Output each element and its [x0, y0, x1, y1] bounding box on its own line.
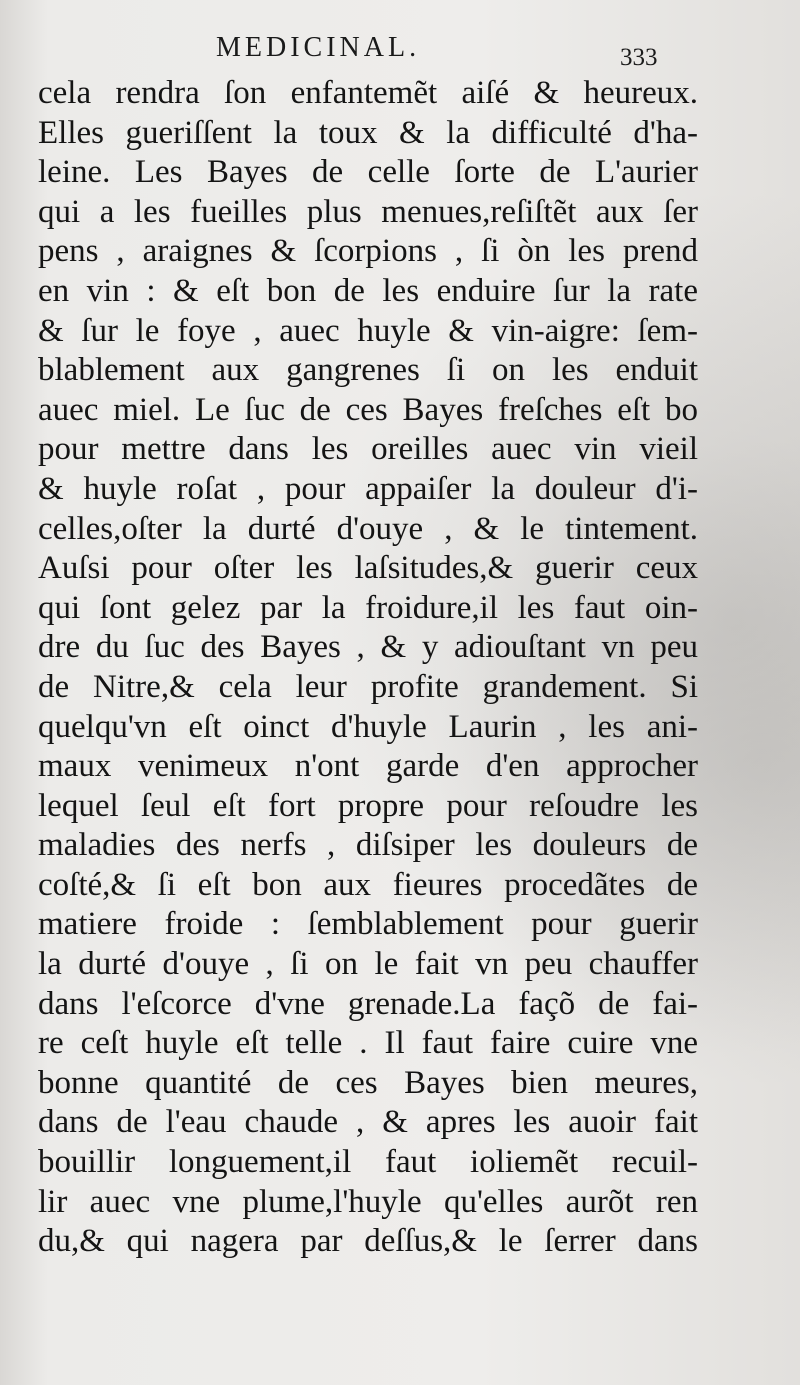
running-head: MEDICINAL.	[216, 32, 421, 63]
page-header	[0, 30, 800, 70]
text-line: quelqu'vn eſt oinct d'huyle Laurin , les ani-	[38, 708, 698, 745]
text-line: pens , araignes & ſcorpions , ſi òn les prend	[38, 233, 698, 270]
text-line: bouillir longuement,il faut ioliemẽt recuil-	[38, 1144, 698, 1181]
text-line: Auſsi pour oſter les laſsitudes,& guerir ceux	[38, 550, 698, 587]
text-line: qui ſont gelez par la froidure,il les faut oin-	[38, 589, 698, 626]
text-line: & huyle roſat , pour appaiſer la douleur d'i-	[38, 470, 698, 507]
text-line: dans l'eſcorce d'vne grenade.La façõ de fai-	[38, 985, 698, 1022]
text-line: re ceſt huyle eſt telle . Il faut faire cuire vne	[38, 1025, 698, 1062]
text-line: pour mettre dans les oreilles auec vin vieil	[38, 431, 698, 468]
text-line: du,& qui nagera par deſſus,& le ſerrer dans	[38, 1223, 698, 1260]
text-line: lir auec vne plume,l'huyle qu'elles aurõt ren	[38, 1183, 698, 1220]
text-line: la durté d'ouye , ſi on le fait vn peu chauffer	[38, 946, 698, 983]
text-line: de Nitre,& cela leur profite grandement. Si	[38, 668, 698, 705]
text-line: lequel ſeul eſt fort propre pour reſoudre les	[38, 787, 698, 824]
text-line: cela rendra ſon enfantemẽt aiſé & heureux.	[38, 75, 698, 111]
text-line: coſté,& ſi eſt bon aux fieures procedãtes de	[38, 866, 698, 903]
text-line: maladies des nerfs , diſsiper les douleurs de	[38, 827, 698, 864]
text-line: en vin : & eſt bon de les enduire ſur la rate	[38, 272, 698, 309]
page-number: 333	[620, 44, 658, 71]
text-line: qui a les fueilles plus menues,reſiſtẽt aux ſer	[38, 193, 698, 230]
text-line: auec miel. Le ſuc de ces Bayes freſches eſt bo	[38, 391, 698, 428]
text-line: celles,oſter la durté d'ouye , & le tintement.	[38, 510, 698, 547]
body-text	[38, 74, 698, 1262]
text-line: maux venimeux n'ont garde d'en approcher	[38, 748, 698, 785]
text-line: dre du ſuc des Bayes , & y adiouſtant vn peu	[38, 629, 698, 666]
text-line: Elles gueriſſent la toux & la difficulté d'ha-	[38, 114, 698, 151]
text-line: blablement aux gangrenes ſi on les enduit	[38, 352, 698, 389]
text-line: matiere froide : ſemblablement pour guerir	[38, 906, 698, 943]
text-line: dans de l'eau chaude , & apres les auoir fait	[38, 1104, 698, 1141]
text-line: & ſur le foye , auec huyle & vin-aigre: ſem-	[38, 312, 698, 349]
text-line: leine. Les Bayes de celle ſorte de L'aurier	[38, 154, 698, 191]
text-line: bonne quantité de ces Bayes bien meures,	[38, 1064, 698, 1101]
